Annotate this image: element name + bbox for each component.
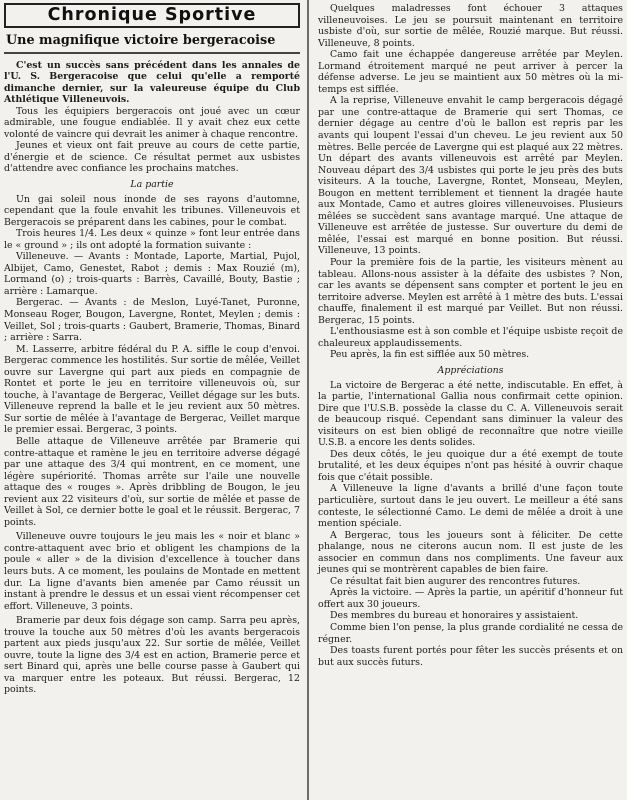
intro-paragraph: Jeunes et vieux ont fait preuve au cours de cette partie, d'énergie et de science. Ce résultat permet aux usbistes d'attendre avec confiance les prochains matches. xyxy=(4,140,300,175)
intro-paragraph: C'est un succès sans précédent dans les annales de l'U. S. Bergeracoise que celui qu'elle a remporté dimanche dernier, sur la valeureuse équipe du Club Athlétique Villeneuvois. xyxy=(4,59,300,106)
partie-paragraph: Trois heures 1/4. Les deux « quinze » font leur entrée dans le « ground » ; ils ont adopté la formation suivante : xyxy=(4,228,300,251)
partie-paragraph: Bramerie par deux fois dégage son camp. Sarra peu après, trouve la touche aux 50 mètres d'où les avants bergeracois partent aux pieds jusqu'aux 22. Sur sortie de mêlée, Veillet ouvre, toute la ligne des 3/4 est en action, Bramerie perce et sert Binard qui, après une belle course passe à Gaubert qui va marquer entre les poteaux. But réussi. Bergerac, 12 points. xyxy=(4,615,300,696)
appreciations-paragraph: Après la victoire. — Après la partie, un apéritif d'honneur fut offert aux 30 joueurs. xyxy=(318,587,623,610)
right-column xyxy=(312,0,627,800)
appreciations-paragraph: Des membres du bureau et honoraires y assistaient. xyxy=(330,610,579,622)
headline-rule xyxy=(4,52,300,54)
partie-paragraph: Villeneuve ouvre toujours le jeu mais les « noir et blanc » contre-attaquent avec brio et obligent les champions de la poule « aller » de la division d'excellence à toucher dans leurs buts. A ce moment, les poulains de Montade en mettent dur. La ligne d'avants bien amenée par Camo réussit un instant à prendre le dessus et un essai vient récompenser cet effort. Villeneuve, 3 points. xyxy=(4,531,300,612)
section-title-partie: La partie xyxy=(130,178,174,190)
appreciations-paragraph: A Villeneuve la ligne d'avants a brillé d'une façon toute particulière, surtout dans le jeu ouvert. Le meilleur a été sans conteste, le sélectionné Camo. Le demi de mêlée a droit à une mention spéciale. xyxy=(318,483,623,530)
column-divider xyxy=(307,0,309,800)
team-lineup-bergerac: Bergerac. — Avants : de Meslon, Luyé-Tanet, Puronne, Monseau Roger, Bougon, Lavergne, Rontet, Meylen ; demis : Veillet, Sol ; trois-quarts : Gaubert, Bramerie, Thomas, Binard ; arrière : Sarra. xyxy=(4,297,300,344)
appreciations-paragraph: Comme bien l'on pense, la plus grande cordialité ne cessa de régner. xyxy=(318,621,623,645)
article-headline: Une magnifique victoire bergeracoise xyxy=(6,33,276,48)
partie-paragraph: Un gai soleil nous inonde de ses rayons d'automne, cependant que la foule envahit les tribunes. Villeneuvois et Bergeracois se préparent dans les cabines, pour le combat. xyxy=(4,193,300,228)
partie-paragraph: M. Lasserre, arbitre fédéral du P. A. siffle le coup d'envoi. Bergerac commence les hostilités. Sur sortie de mêlée, Veillet ouvre sur Lavergne qui part aux pieds en compagnie de Rontet et porte le jeu en territoire villeneuvois où, sur touche, à l'avantage de Bergerac, Veillet dégage sur les buts. Villeneuve reprend la balle et le jeu revient aux 50 mètres. Sur sortie de mêlée à l'avantage de Bergerac, Veillet marque le premier essai. Bergerac, 3 points. xyxy=(4,343,300,436)
partie-paragraph: Quelques maladresses font échouer 3 attaques villeneuvoises. Le jeu se poursuit maintenant en territoire usbiste d'où, sur sortie de mêlée, Rouzié marque. But réussi. Villeneuve, 8 points. xyxy=(318,3,623,49)
appreciations-paragraph: Des toasts furent portés pour fêter les succès présents et on but aux succès futurs. xyxy=(318,645,623,668)
partie-paragraph: L'enthousiasme est à son comble et l'équipe usbiste reçoit de chaleureux applaudissements. xyxy=(318,326,623,349)
appreciations-paragraph: A Bergerac, tous les joueurs sont à féliciter. De cette phalange, nous ne citerons aucun nom. Il est juste de les associer en commun dans nos compliments. Une faveur aux jeunes qui se montrèrent capables de bien faire. xyxy=(318,529,623,576)
intro-paragraph: Tous les équipiers bergeracois ont joué avec un cœur admirable, une fougue endiablée. Il y avait chez eux cette volonté de vaincre qui devrait les animer à chaque rencontre. xyxy=(4,105,300,140)
partie-paragraph: A la reprise, Villeneuve envahit le camp bergeracois dégagé par une contre-attaque de Bramerie qui sert Thomas, ce dernier dégage au centre d'où le ballon est repris par les avants qui loupent l'essai d'un cheveu. Le jeu revient aux 50 mètres. Belle percée de Lavergne qui est plaqué aux 22 mètres. Un départ des avants villeneuvois est arrêté par Meylen. Nouveau départ des 3/4 usbistes qui porte le jeu près des buts visiteurs. A la touche, Lavergne, Rontet, Monseau, Meylen, Bougon en mettent terriblement et tiennent la dragée haute aux Montade, Camo et autres gloires villeneuvoises. Plusieurs mêlées se succèdent sans avantage marqué. Une attaque de Villeneuve est arrêtée de justesse. Sur ouverture du demi de mêlée, l'essai est marqué en bonne position. But réussi. Villeneuve, 13 points. xyxy=(318,95,623,257)
appreciations-paragraph: La victoire de Bergerac a été nette, indiscutable. En effet, à la partie, l'international Gallia nous confirmait cette opinion. Dire que l'U.S.B. possède la classe du C. A. Villeneuvois serait de beaucoup risqué. Cependant sans diminuer la valeur des visiteurs on est bien obligé de reconnaître que notre vieille U.S.B. a encore les dents solides. xyxy=(318,379,623,449)
appreciations-paragraph: Des deux côtés, le jeu quoique dur a été exempt de toute brutalité, et les deux équipes n'ont pas hésité à ouvrir chaque fois que c'était possible. xyxy=(318,448,623,483)
partie-paragraph: Pour la première fois de la partie, les visiteurs mènent au tableau. Allons-nous assister à la défaite des usbistes ? Non, car les avants se dépensent sans compter et portent le jeu en territoire adverse. Meylen est arrêté à 1 mètre des buts. L'essai chauffe, finalement il est marqué par Veillet. But non réussi. Bergerac, 15 points. xyxy=(318,257,623,326)
masthead-title: Chronique Sportive xyxy=(4,3,300,28)
partie-paragraph: Belle attaque de Villeneuve arrêtée par Bramerie qui contre-attaque et ramène le jeu en territoire adverse dégagé par une attaque des 3/4 qui montrent, en ce moment, une légère supériorité. Thomas arrête sur l'aile une nouvelle attaque des « rouges ». Après dribbling de Bougon, le jeu revient aux 22 visiteurs d'où, sur sortie de mêlée et passe de Veillet à Sol, ce dernier botte le goal et le réussit. Bergerac, 7 points. xyxy=(4,436,300,528)
section-title-appreciations: Appréciations xyxy=(437,364,504,376)
appreciations-paragraph: Ce résultat fait bien augurer des rencontres futures. xyxy=(330,575,581,587)
partie-paragraph: Peu après, la fin est sifflée aux 50 mètres. xyxy=(330,349,530,361)
left-column xyxy=(0,0,305,800)
partie-paragraph: Camo fait une échappée dangereuse arrêtée par Meylen. Lormand étroitement marqué ne peut arriver à percer la défense adverse. Le jeu se maintient aux 50 mètres où la mi-temps est sifflée. xyxy=(318,49,623,95)
team-lineup-villeneuve: Villeneuve. — Avants : Montade, Laporte, Martial, Pujol, Albijet, Camo, Genestet, Rabot ; demis : Max Rouzié (m), Lormand (o) ; trois-quarts : Barrès, Cavaillé, Bouty, Bastie ; arrière : Lamarque. xyxy=(4,251,300,297)
